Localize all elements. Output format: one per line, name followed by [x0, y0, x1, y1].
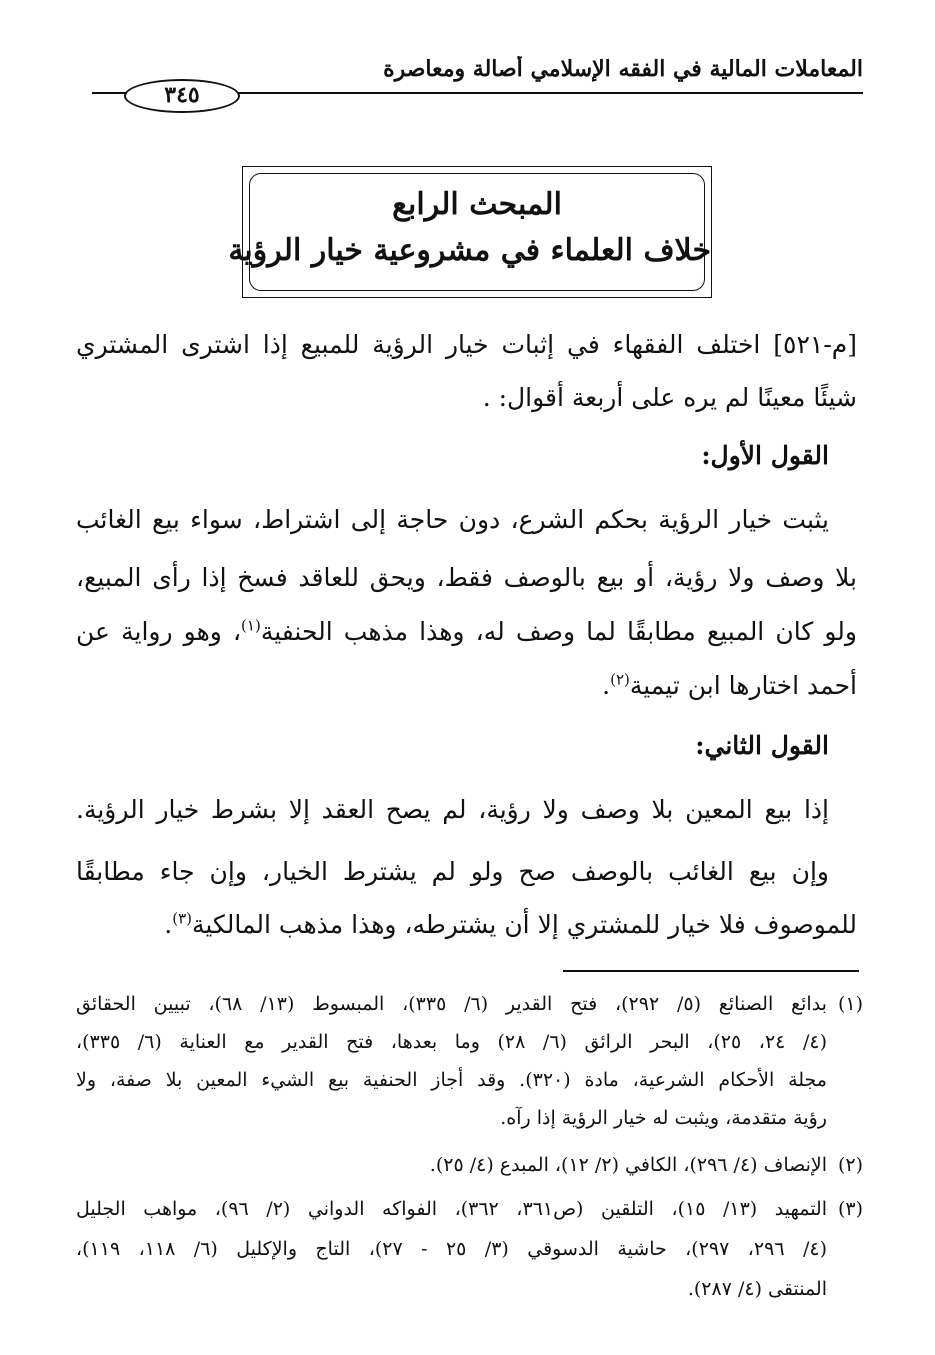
- paragraph-2-line-1: يثبت خيار الرؤية بحكم الشرع، دون حاجة إلى اشتراط، سواء بيع الغائب: [76, 505, 829, 534]
- paragraph-2-line-3-text: ولو كان المبيع مطابقًا لما وصف له، وهذا مذهب الحنفية: [260, 617, 857, 646]
- footnote-1-line-4: رؤية متقدمة، ويثبت له خيار الرؤية إذا رآه.: [500, 1107, 827, 1129]
- paragraph-4-line-2-text: للموصوف فلا خيار للمشتري إلا أن يشترطه، وهذا مذهب المالكية: [191, 910, 857, 939]
- paragraph-1-line-1: [م-٥٢١] اختلف الفقهاء في إثبات خيار الرؤية للمبيع إذا اشترى المشتري: [76, 330, 857, 359]
- footnote-ref-1[interactable]: (١): [241, 616, 261, 635]
- footnote-ref-3[interactable]: (٣): [172, 909, 192, 928]
- footnote-ref-2[interactable]: (٢): [610, 670, 630, 689]
- paragraph-2-line-3: [76, 612, 857, 652]
- footnote-3-line-2: (٤/ ٢٩٦، ٢٩٧)، حاشية الدسوقي (٣/ ٢٥ - ٢٧)، التاج والإكليل (٦/ ١١٨، ١١٩)،: [76, 1238, 827, 1260]
- paragraph-2-line-2: بلا وصف ولا رؤية، أو بيع بالوصف فقط، ويحق للعاقد فسخ إذا رأى المبيع،: [76, 563, 857, 592]
- footnote-3-line-1: التمهيد (١٣/ ١٥)، التلقين (ص٣٦١، ٣٦٢)، الفواكه الدواني (٢/ ٩٦)، مواهب الجليل: [76, 1198, 828, 1220]
- paragraph-3-line-1: إذا بيع المعين بلا وصف ولا رؤية، لم يصح العقد إلا بشرط خيار الرؤية.: [76, 795, 829, 824]
- section-subtitle: خلاف العلماء في مشروعية خيار الرؤية: [228, 233, 711, 268]
- footnote-separator: [563, 970, 859, 972]
- paragraph-4-line-1: وإن بيع الغائب بالوصف صح ولو لم يشترط الخيار، وإن جاء مطابقًا: [76, 857, 829, 886]
- paragraph-2-line-4-text: أحمد اختارها ابن تيمية: [629, 671, 857, 700]
- paragraph-4-line-2-tail: .: [164, 910, 173, 939]
- paragraph-1-line-2: شيئًا معينًا لم يره على أربعة أقوال: .: [482, 383, 857, 412]
- footnote-3-number: (٣): [837, 1198, 863, 1220]
- paragraph-2-line-4: [76, 666, 857, 706]
- paragraph-4-line-2: [76, 905, 857, 945]
- footnote-1-line-3: مجلة الأحكام الشرعية، مادة (٣٢٠). وقد أجاز الحنفية بيع الشيء المعين بلا صفة، ولا: [76, 1069, 827, 1091]
- heading-second-opinion: القول الثاني:: [695, 731, 829, 760]
- footnote-1-number: (١): [837, 993, 863, 1015]
- section-title: المبحث الرابع: [392, 187, 562, 222]
- footnote-1-line-1: بدائع الصنائع (٥/ ٢٩٢)، فتح القدير (٦/ ٣٣٥)، المبسوط (١٣/ ٦٨)، تبيين الحقائق: [76, 993, 827, 1015]
- paragraph-2-line-3-tail: ، وهو رواية عن: [76, 617, 242, 646]
- page-number: ٣٤٥: [124, 79, 240, 113]
- footnote-2-number: (٢): [837, 1154, 863, 1176]
- heading-first-opinion: القول الأول:: [701, 441, 829, 470]
- footnote-2-line-1: الإنصاف (٤/ ٢٩٦)، الكافي (٢/ ١٢)، المبدع (٤/ ٢٥).: [429, 1154, 827, 1176]
- paragraph-2-line-4-tail: .: [602, 671, 611, 700]
- chapter-title-box: [228, 166, 712, 298]
- footnote-3-line-3: المنتقى (٤/ ٢٨٧).: [687, 1278, 827, 1300]
- running-title: المعاملات المالية في الفقه الإسلامي أصالة ومعاصرة: [383, 56, 863, 82]
- footnote-1-line-2: (٤/ ٢٤، ٢٥)، البحر الرائق (٦/ ٢٨) وما بعدها، فتح القدير مع العناية (٦/ ٣٣٥)،: [76, 1031, 827, 1053]
